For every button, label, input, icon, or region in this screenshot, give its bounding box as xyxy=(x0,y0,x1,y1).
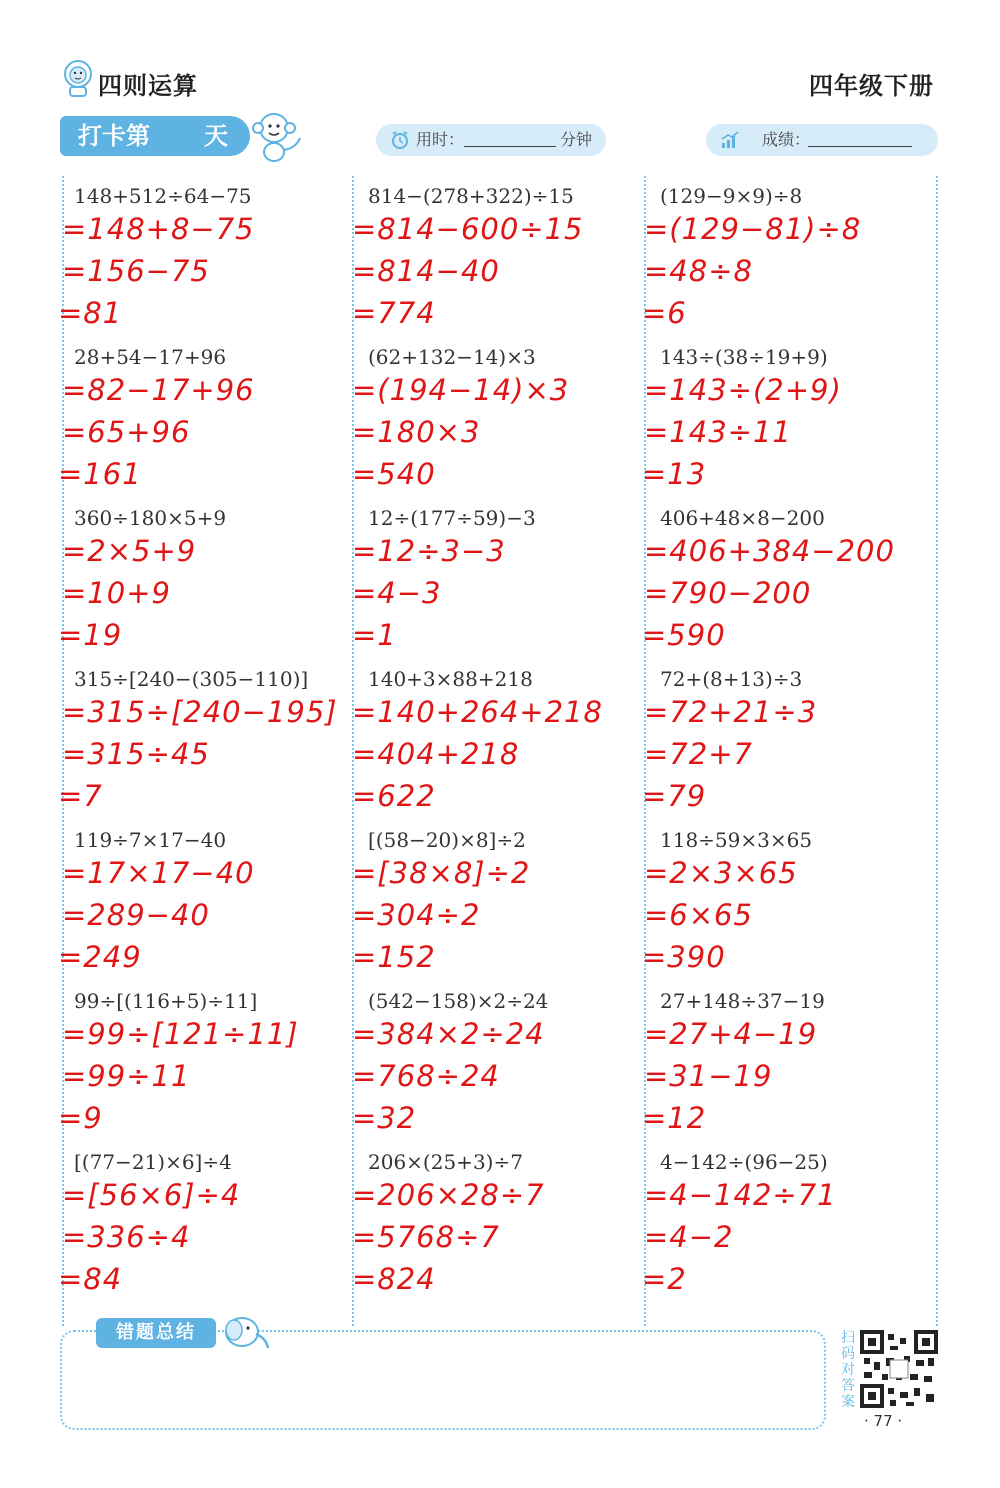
checkin-banner xyxy=(60,116,250,156)
answer-step: =404+218 xyxy=(352,737,520,771)
answer-step: =99÷11 xyxy=(62,1059,191,1093)
answer-step: =790−200 xyxy=(644,576,812,610)
answer-step: =143÷11 xyxy=(644,415,792,449)
answer-step: =249 xyxy=(58,940,142,974)
answer-step: =143÷(2+9) xyxy=(644,373,842,407)
answer-step: =17×17−40 xyxy=(62,856,255,890)
answer-step: =140+264+218 xyxy=(352,695,603,729)
answer-step: =2×3×65 xyxy=(644,856,798,890)
answer-step: =10+9 xyxy=(62,576,171,610)
answer-step: =4−2 xyxy=(644,1220,734,1254)
answer-step: =(129−81)÷8 xyxy=(644,212,862,246)
answer-step: =390 xyxy=(642,940,726,974)
answer-step: =304÷2 xyxy=(352,898,481,932)
time-field xyxy=(376,124,606,156)
problem-expression: 12÷(177÷59)−3 xyxy=(368,506,536,530)
answer-step: =2 xyxy=(642,1262,687,1296)
problem-expression: 27+148÷37−19 xyxy=(660,989,825,1013)
answer-step: =156−75 xyxy=(62,254,210,288)
problem-expression: 4−142÷(96−25) xyxy=(660,1150,828,1174)
problem-expression: [(58−20)×8]÷2 xyxy=(368,828,526,852)
score-label: 成绩： xyxy=(762,130,811,149)
answer-step: =9 xyxy=(58,1101,103,1135)
answer-step: =6×65 xyxy=(644,898,753,932)
monkey-icon xyxy=(248,108,306,164)
problem-expression: 143÷(38÷19+9) xyxy=(660,345,828,369)
answer-step: =6 xyxy=(642,296,687,330)
grid-line-right xyxy=(936,176,938,1326)
answer-step: =65+96 xyxy=(62,415,191,449)
answer-step: =161 xyxy=(58,457,142,491)
answer-step: =406+384−200 xyxy=(644,534,895,568)
answer-step: =81 xyxy=(58,296,123,330)
answer-step: =31−19 xyxy=(644,1059,773,1093)
answer-step: =[56×6]÷4 xyxy=(62,1178,241,1212)
answer-step: =336÷4 xyxy=(62,1220,191,1254)
score-field xyxy=(706,124,938,156)
answer-step: =152 xyxy=(352,940,436,974)
elephant-icon xyxy=(216,1312,272,1352)
problem-expression: 99÷[(116+5)÷11] xyxy=(74,989,258,1013)
answer-step: =19 xyxy=(58,618,123,652)
problem-expression: (542−158)×2÷24 xyxy=(368,989,549,1013)
problem-expression: 814−(278+322)÷15 xyxy=(368,184,574,208)
answer-step: =774 xyxy=(352,296,436,330)
answer-step: =315÷[240−195] xyxy=(62,695,338,729)
answer-step: =384×2÷24 xyxy=(352,1017,545,1051)
answer-step: =[38×8]÷2 xyxy=(352,856,531,890)
problem-expression: 315÷[240−(305−110)] xyxy=(74,667,309,691)
answer-step: =148+8−75 xyxy=(62,212,255,246)
scan-answer-label: 扫码对答案 xyxy=(841,1330,855,1410)
checkin-day-label: 天 xyxy=(204,122,228,150)
answer-step: =590 xyxy=(642,618,726,652)
answer-step: =540 xyxy=(352,457,436,491)
answer-step: =206×28÷7 xyxy=(352,1178,545,1212)
page-number: · 77 · xyxy=(864,1412,903,1430)
problem-expression: 148+512÷64−75 xyxy=(74,184,252,208)
lion-logo-icon xyxy=(60,58,96,98)
chart-trend-icon xyxy=(720,130,740,150)
answer-step: =(194−14)×3 xyxy=(352,373,570,407)
time-blank[interactable] xyxy=(464,146,556,147)
problem-expression: 140+3×88+218 xyxy=(368,667,533,691)
answer-step: =768÷24 xyxy=(352,1059,500,1093)
answer-step: =814−600÷15 xyxy=(352,212,584,246)
answer-step: =84 xyxy=(58,1262,123,1296)
answer-step: =12 xyxy=(642,1101,707,1135)
answer-step: =13 xyxy=(642,457,707,491)
score-blank[interactable] xyxy=(808,146,912,147)
problem-expression: 406+48×8−200 xyxy=(660,506,825,530)
time-unit: 分钟 xyxy=(560,130,593,149)
time-label: 用时： xyxy=(416,130,465,149)
answer-step: =4−142÷71 xyxy=(644,1178,837,1212)
answer-step: =27+4−19 xyxy=(644,1017,818,1051)
answer-step: =99÷[121÷11] xyxy=(62,1017,299,1051)
answer-step: =315÷45 xyxy=(62,737,210,771)
answer-step: =824 xyxy=(352,1262,436,1296)
answer-step: =12÷3−3 xyxy=(352,534,506,568)
answer-step: =79 xyxy=(642,779,707,813)
answer-step: =622 xyxy=(352,779,436,813)
problem-expression: 360÷180×5+9 xyxy=(74,506,227,530)
problem-expression: (62+132−14)×3 xyxy=(368,345,536,369)
problem-expression: 28+54−17+96 xyxy=(74,345,227,369)
problem-expression: (129−9×9)÷8 xyxy=(660,184,803,208)
answer-step: =289−40 xyxy=(62,898,210,932)
problem-expression: 206×(25+3)÷7 xyxy=(368,1150,523,1174)
alarm-clock-icon xyxy=(390,130,410,150)
answer-step: =82−17+96 xyxy=(62,373,255,407)
answer-step: =2×5+9 xyxy=(62,534,197,568)
answer-step: =32 xyxy=(352,1101,417,1135)
page-title: 四则运算 xyxy=(98,72,198,100)
answer-step: =1 xyxy=(352,618,397,652)
answer-step: =4−3 xyxy=(352,576,442,610)
answer-step: =5768÷7 xyxy=(352,1220,500,1254)
answer-step: =72+7 xyxy=(644,737,753,771)
problem-expression: 118÷59×3×65 xyxy=(660,828,813,852)
problem-expression: [(77−21)×6]÷4 xyxy=(74,1150,232,1174)
answer-step: =72+21÷3 xyxy=(644,695,818,729)
answer-step: =48÷8 xyxy=(644,254,753,288)
summary-label: 错题总结 xyxy=(96,1318,216,1348)
answer-step: =7 xyxy=(58,779,103,813)
problem-expression: 119÷7×17−40 xyxy=(74,828,227,852)
qr-code-icon[interactable] xyxy=(860,1330,938,1408)
answer-step: =814−40 xyxy=(352,254,500,288)
grade-label: 四年级下册 xyxy=(809,72,934,100)
answer-step: =180×3 xyxy=(352,415,481,449)
problem-expression: 72+(8+13)÷3 xyxy=(660,667,803,691)
checkin-label: 打卡第 xyxy=(78,122,150,150)
